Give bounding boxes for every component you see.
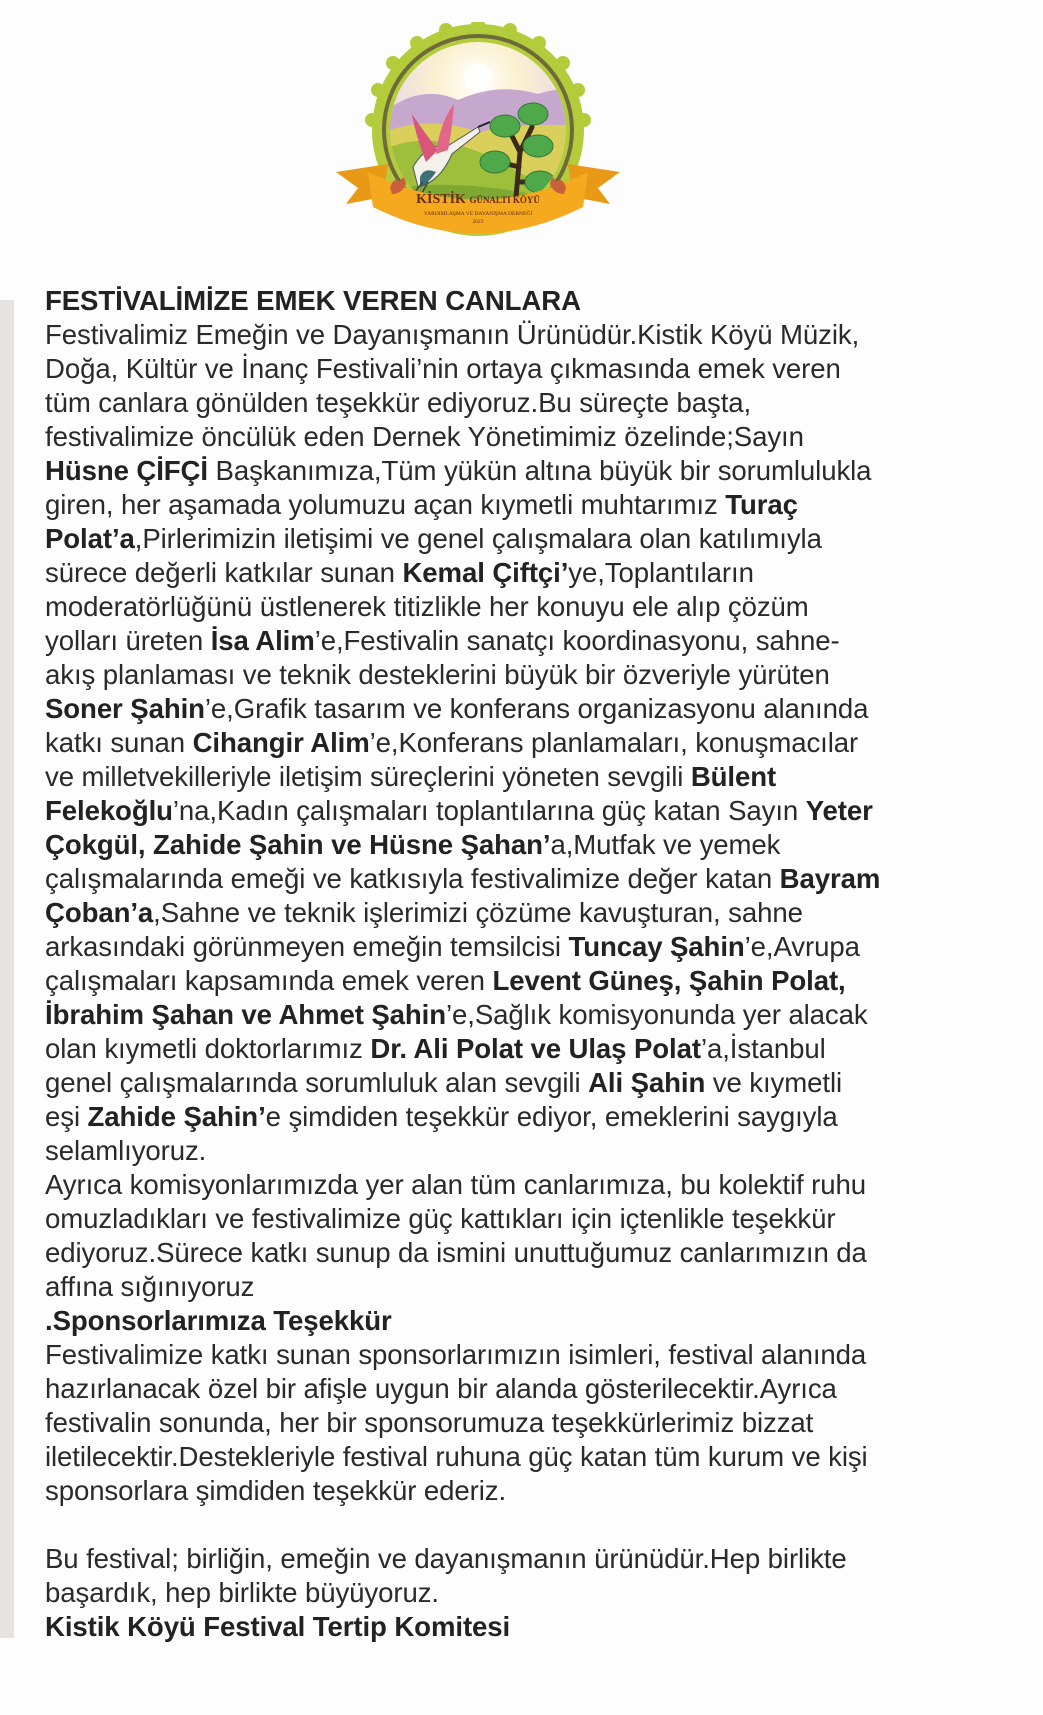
text-run: ’e,Konferans planlamaları, konuşmacılar [369, 727, 859, 758]
text-line [45, 1032, 1005, 1066]
text-line [45, 896, 1005, 930]
sponsor-paragraph [45, 1338, 1005, 1508]
logo-title: KİSTİK GÜNALTI KÖYÜ [416, 192, 540, 207]
text-run: ve kıymetli [705, 1067, 843, 1098]
text-run: çalışmalarında emeği ve katkısıyla festivalimize değer katan [45, 863, 780, 894]
text-run: tüm canlara gönülden teşekkür ediyoruz.Bu süreçte başta, [45, 387, 752, 418]
text-run: ye,Toplantıların [568, 557, 754, 588]
name-highlight: Bayram [779, 863, 881, 894]
name-highlight: Çoban’a [45, 897, 154, 928]
text-line [45, 794, 1005, 828]
spacer [45, 1508, 1005, 1542]
heading: FESTİVALİMİZE EMEK VEREN CANLARA [45, 285, 581, 316]
text-run: a,Mutfak ve yemek [550, 829, 781, 860]
text-line [45, 1066, 1005, 1100]
text-line: sponsorlara şimdiden teşekkür ederiz. [45, 1475, 507, 1506]
closing-paragraph [45, 1542, 1005, 1610]
text-run: ,Sahne ve teknik işlerimizi çözüme kavuşturan, sahne [153, 897, 803, 928]
text-run: genel çalışmalarında sorumluluk alan sevgili [45, 1067, 589, 1098]
text-line [45, 998, 1005, 1032]
text-run: selamlıyoruz. [45, 1135, 207, 1166]
name-highlight: Yeter [805, 795, 873, 826]
text-run: eşi [45, 1101, 88, 1132]
text-line [45, 352, 1005, 386]
name-highlight: İbrahim Şahan ve Ahmet Şahin [45, 999, 446, 1030]
text-run: moderatörlüğünü üstlenerek titizlikle her konuyu ele alıp çözüm [45, 591, 809, 622]
name-highlight: Soner Şahin [45, 693, 205, 724]
text-line [45, 1134, 1005, 1168]
text-line [45, 454, 1005, 488]
text-line [45, 590, 1005, 624]
text-run: Doğa, Kültür ve İnanç Festivali’nin ortaya çıkmasında emek veren [45, 353, 841, 384]
text-line [45, 692, 1005, 726]
text-run: akış planlaması ve teknik desteklerini büyük bir özveriyle yürüten [45, 659, 830, 690]
commissions-paragraph [45, 1168, 1005, 1304]
signature: Kistik Köyü Festival Tertip Komitesi [45, 1611, 511, 1642]
name-highlight: Dr. Ali Polat ve Ulaş Polat [370, 1033, 701, 1064]
name-highlight: Zahide Şahin’ [87, 1101, 266, 1132]
text-run: ’a,İstanbul [700, 1033, 826, 1064]
text-line [45, 760, 1005, 794]
name-highlight: Levent Güneş, Şahin Polat, [492, 965, 846, 996]
text-line [45, 556, 1005, 590]
name-highlight: Çokgül, Zahide Şahin ve Hüsne Şahan’ [45, 829, 551, 860]
name-highlight: Polat’a [45, 523, 135, 554]
text-run: Başkanımıza,Tüm yükün altına büyük bir sorumlulukla [207, 455, 872, 486]
text-run: ’e,Festivalin sanatçı koordinasyonu, sahne- [314, 625, 840, 656]
article [45, 284, 1005, 1644]
logo-org: YARDIMLAŞMA VE DAYANIŞMA DERNEĞİ [423, 211, 533, 217]
text-line [45, 726, 1005, 760]
text-run: ,Pirlerimizin iletişimi ve genel çalışmalara olan katılımıyla [134, 523, 822, 554]
text-line: hazırlanacak özel bir afişle uygun bir alanda gösterilecektir.Ayrıca [45, 1373, 837, 1404]
text-line [45, 318, 1005, 352]
text-run: ’e,Sağlık komisyonunda yer alacak [446, 999, 868, 1030]
text-run: ’e,Grafik tasarım ve konferans organizasyonu alanında [204, 693, 869, 724]
name-highlight: Turaç [725, 489, 798, 520]
text-line [45, 828, 1005, 862]
text-line [45, 964, 1005, 998]
name-highlight: Hüsne ÇİFÇİ [45, 455, 208, 486]
text-run: katkı sunan [45, 727, 193, 758]
text-line [45, 522, 1005, 556]
text-line [45, 624, 1005, 658]
text-line: Ayrıca komisyonlarımızda yer alan tüm canlarımıza, bu kolektif ruhu [45, 1169, 866, 1200]
text-run: ve milletvekilleriyle iletişim süreçlerini yöneten sevgili [45, 761, 691, 792]
text-run: festivalimize öncülük eden Dernek Yönetimimiz özelinde;Sayın [45, 421, 804, 452]
text-line [45, 1100, 1005, 1134]
text-line: affına sığınıyoruz [45, 1271, 255, 1302]
text-run: ’e,Avrupa [744, 931, 860, 962]
text-run: ’na,Kadın çalışmaları toplantılarına güç katan Sayın [172, 795, 806, 826]
text-line [45, 658, 1005, 692]
text-line [45, 420, 1005, 454]
text-run: olan kıymetli doktorlarımız [45, 1033, 371, 1064]
text-line: ediyoruz.Sürece katkı sunup da ismini unuttuğumuz canlarımızın da [45, 1237, 867, 1268]
sponsor-heading: .Sponsorlarımıza Teşekkür [45, 1305, 392, 1336]
left-margin-bar [0, 300, 14, 1638]
name-highlight: Cihangir Alim [192, 727, 370, 758]
text-run: arkasındaki görünmeyen emeğin temsilcisi [45, 931, 569, 962]
name-highlight: Bülent [690, 761, 777, 792]
logo-year: 2023 [472, 219, 484, 225]
name-highlight: Kemal Çiftçi’ [402, 557, 569, 588]
association-logo [328, 22, 628, 247]
name-highlight: Ali Şahin [588, 1067, 706, 1098]
text-line: Bu festival; birliğin, emeğin ve dayanışmanın ürünüdür.Hep birlikte [45, 1543, 847, 1574]
name-highlight: Felekoğlu [45, 795, 173, 826]
text-line [45, 386, 1005, 420]
text-line: festivalin sonunda, her bir sponsorumuza teşekkürlerimiz bizzat [45, 1407, 814, 1438]
text-run: yolları üreten [45, 625, 211, 656]
text-line: Festivalimize katkı sunan sponsorlarımızın isimleri, festival alanında [45, 1339, 867, 1370]
text-line [45, 930, 1005, 964]
name-highlight: İsa Alim [210, 625, 315, 656]
text-run: sürece değerli katkılar sunan [45, 557, 403, 588]
text-line: omuzladıkları ve festivalimize güç kattıkları için içtenlikle teşekkür [45, 1203, 836, 1234]
text-run: çalışmaları kapsamında emek veren [45, 965, 493, 996]
thanks-paragraph [45, 318, 1005, 1168]
text-run: e şimdiden teşekkür ediyor, emeklerini saygıyla [265, 1101, 838, 1132]
text-line [45, 488, 1005, 522]
text-line [45, 862, 1005, 896]
text-line: iletilecektir.Destekleriyle festival ruhuna güç katan tüm kurum ve kişi [45, 1441, 868, 1472]
text-run: Festivalimiz Emeğin ve Dayanışmanın Ürünüdür.Kistik Köyü Müzik, [45, 319, 860, 350]
text-run: giren, her aşamada yolumuzu açan kıymetli muhtarımız [45, 489, 726, 520]
name-highlight: Tuncay Şahin [568, 931, 745, 962]
text-line: başardık, hep birlikte büyüyoruz. [45, 1577, 439, 1608]
